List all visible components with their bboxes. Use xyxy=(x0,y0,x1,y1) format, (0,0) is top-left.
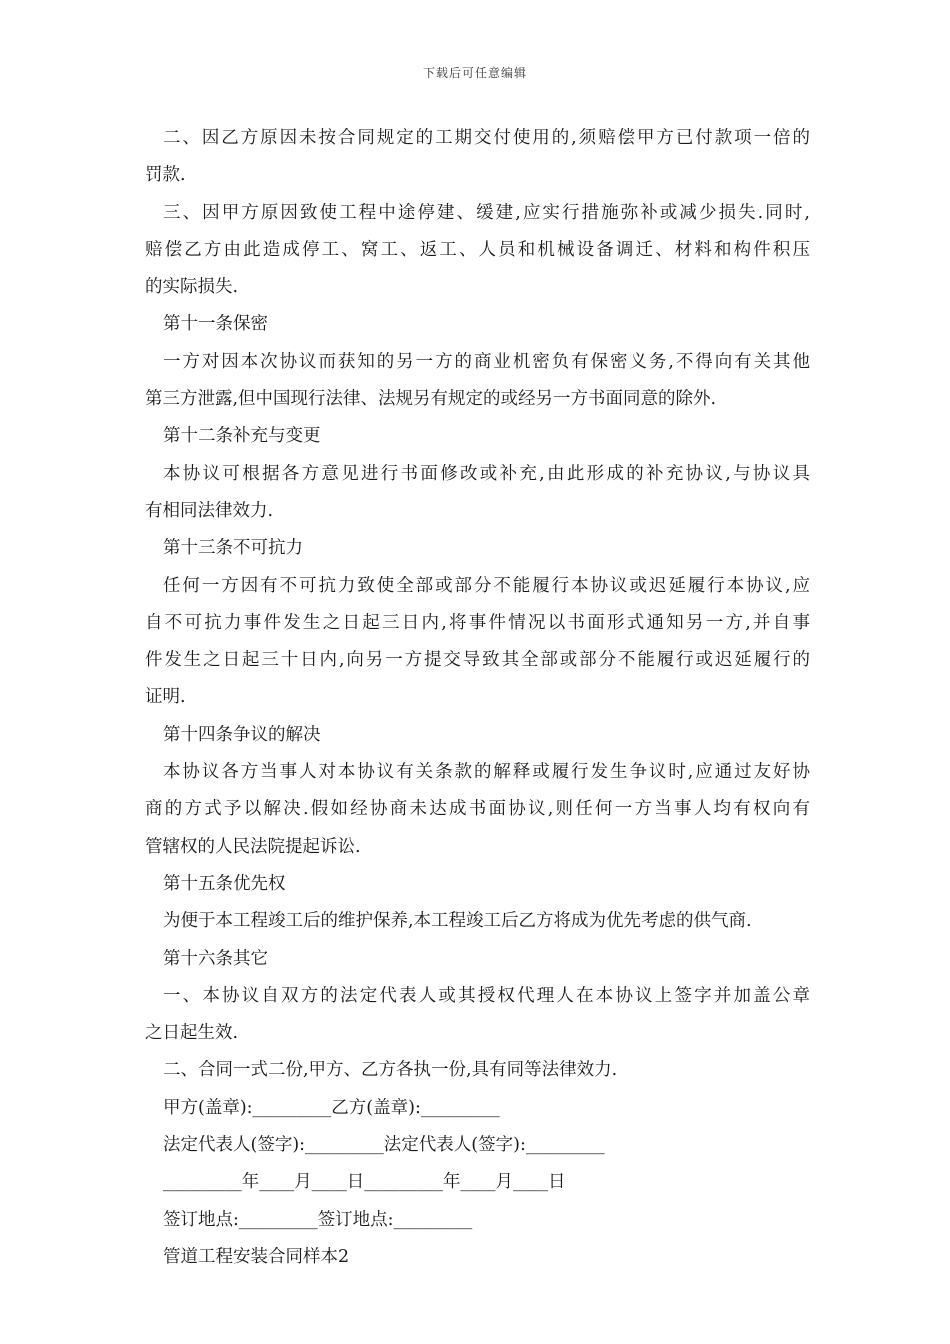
text-line: 第十三条不可抗力 xyxy=(163,538,303,559)
text-line: 有相同法律效力. xyxy=(145,500,274,521)
text-line: 自不可抗力事件发生之日起三日内,将事件情况以书面形式通知另一方,并自事 xyxy=(145,612,810,633)
text-line: 管道工程安装合同样本2 xyxy=(163,1246,350,1267)
text-line: 第十四条争议的解决 xyxy=(163,724,321,745)
text-line: 本协议各方当事人对本协议有关条款的解释或履行发生争议时,应通过友好协 xyxy=(163,762,810,783)
text-line: 一、本协议自双方的法定代表人或其授权代理人在本协议上签字并加盖公章 xyxy=(163,985,810,1006)
text-line: 一方对因本次协议而获知的另一方的商业机密负有保密义务,不得向有关其他 xyxy=(163,351,810,372)
text-line: 第十一条保密 xyxy=(163,314,268,335)
text-line: 赔偿乙方由此造成停工、窝工、返工、人员和机械设备调迁、材料和构件积压 xyxy=(145,239,810,260)
text-line: 罚款. xyxy=(145,165,186,186)
text-line: 签订地点:_________签订地点:_________ xyxy=(163,1209,473,1230)
text-line: 管辖权的人民法院提起诉讼. xyxy=(145,836,361,857)
text-line: 本协议可根据各方意见进行书面修改或补充,由此形成的补充协议,与协议具 xyxy=(163,463,810,484)
text-line: 证明. xyxy=(145,687,186,708)
text-line: 第十二条补充与变更 xyxy=(163,426,321,447)
text-line: 第十六条其它 xyxy=(163,948,268,969)
text-line: 三、因甲方原因致使工程中途停建、缓建,应实行措施弥补或减少损失.同时, xyxy=(163,202,810,223)
text-line: 甲方(盖章):_________乙方(盖章):_________ xyxy=(163,1097,500,1118)
text-line: 商的方式予以解决.假如经协商未达成书面协议,则任何一方当事人均有权向有 xyxy=(145,799,810,820)
page-header: 下载后可任意编辑 xyxy=(422,66,527,80)
text-line: 任何一方因有不可抗力致使全部或部分不能履行本协议或迟延履行本协议,应 xyxy=(163,575,810,596)
text-line: 的实际损失. xyxy=(145,277,239,298)
text-line: 第十五条优先权 xyxy=(163,873,286,894)
text-line: 二、因乙方原因未按合同规定的工期交付使用的,须赔偿甲方已付款项一倍的 xyxy=(163,128,810,148)
text-line: 二、合同一式二份,甲方、乙方各执一份,具有同等法律效力. xyxy=(163,1060,618,1081)
text-line: 为便于本工程竣工后的维护保养,本工程竣工后乙方将成为优先考虑的供气商. xyxy=(163,911,752,932)
text-line: 第三方泄露,但中国现行法律、法规另有规定的或经另一方书面同意的除外. xyxy=(145,389,717,410)
document-body xyxy=(145,120,810,1276)
text-line: 法定代表人(签字):_________法定代表人(签字):_________ xyxy=(163,1135,605,1156)
text-line: _________年____月____日_________年____月____日 xyxy=(163,1172,566,1193)
text-line: 件发生之日起三十日内,向另一方提交导致其全部或部分不能履行或迟延履行的 xyxy=(145,650,810,671)
text-line: 之日起生效. xyxy=(145,1023,239,1044)
